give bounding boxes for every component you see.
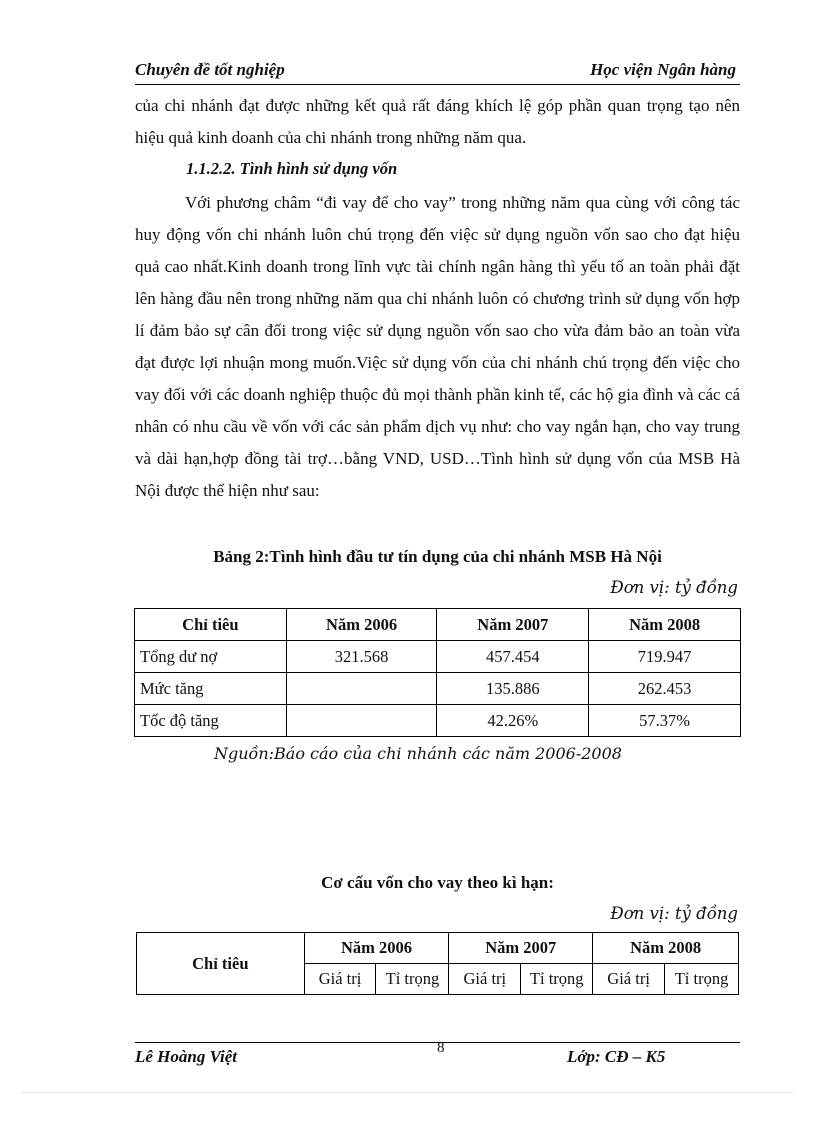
table2-year-header: Năm 2006 — [304, 933, 449, 964]
loan-term-structure-table — [136, 932, 739, 995]
table1-unit: Đơn vị: tỷ đồng — [610, 578, 738, 597]
intro-paragraph — [135, 90, 740, 154]
table-cell: 262.453 — [589, 673, 741, 705]
table2-subheader-cell: Giá trị — [449, 964, 521, 995]
page-edge-divider — [22, 1092, 794, 1093]
table2-title: Cơ cấu vốn cho vay theo kì hạn: — [321, 873, 554, 892]
table-cell: 321.568 — [286, 641, 437, 673]
table-cell: 719.947 — [589, 641, 741, 673]
table2-year-header: Năm 2007 — [449, 933, 593, 964]
table-row — [135, 641, 741, 673]
table2-subheader-cell: Tỉ trọng — [665, 964, 739, 995]
table2-subheader-cell: Giá trị — [593, 964, 665, 995]
table-row — [135, 673, 741, 705]
intro-text: của chi nhánh đạt được những kết quả rất đáng khích lệ góp phần quan trọng tạo nên hiệu quả kinh doanh của chi nhánh trong những năm qua. — [135, 96, 740, 147]
table-cell: 42.26% — [437, 705, 589, 737]
table2-subheader-cell: Tỉ trọng — [376, 964, 449, 995]
header-right: Học viện Ngân hàng — [590, 60, 736, 79]
table1-header-cell: Năm 2006 — [286, 609, 437, 641]
table2-year-header: Năm 2008 — [593, 933, 739, 964]
main-paragraph — [135, 187, 740, 507]
table2-unit: Đơn vị: tỷ đồng — [610, 904, 738, 923]
section-heading: 1.1.2.2. Tình hình sử dụng vốn — [186, 159, 398, 178]
table1-header-cell: Chỉ tiêu — [135, 609, 287, 641]
table-cell: Tốc độ tăng — [135, 705, 287, 737]
table-cell: 457.454 — [437, 641, 589, 673]
table1-title: Bảng 2:Tình hình đầu tư tín dụng của chi nhánh MSB Hà Nội — [213, 547, 662, 566]
table-cell: 135.886 — [437, 673, 589, 705]
table1-source: Nguồn:Báo cáo của chi nhánh các năm 2006-2008 — [214, 744, 622, 763]
table-cell — [286, 673, 437, 705]
credit-investment-table — [134, 608, 741, 737]
footer-class: Lớp: CĐ – K5 — [567, 1047, 666, 1066]
table1-header-cell: Năm 2007 — [437, 609, 589, 641]
main-paragraph-text: Với phương châm “đi vay để cho vay” trong những năm qua cùng với công tác huy động vốn chi nhánh luôn chú trọng đến việc sử dụng nguồn vốn sao cho đạt hiệu quả cao nhất.Kinh doanh trong lĩnh vực tài chính ngân hàng thì yếu tố an toàn phải đặt lên hàng đầu nên trong những năm qua chi nhánh luôn có chương trình sử dụng vốn hợp lí đảm bảo sự cân đối trong việc sử dụng nguồn vốn sao cho vừa đảm bảo an toàn vừa đạt được lợi nhuận mong muốn.Việc sử dụng vốn của chi nhánh chú trọng đến việc cho vay đối với các doanh nghiệp thuộc đủ mọi thành phần kinh tế, các hộ gia đình và các cá nhân có nhu cầu về vốn với các sản phẩm dịch vụ như: cho vay ngắn hạn, cho vay trung và dài hạn,hợp đồng tài trợ…bằng VND, USD…Tình hình sử dụng vốn của MSB Hà Nội được thể hiện như sau: — [135, 193, 740, 500]
table2-header-row — [137, 933, 739, 964]
header-left: Chuyên đề tốt nghiệp — [135, 60, 285, 79]
table1-header-row — [135, 609, 741, 641]
table-cell: Mức tăng — [135, 673, 287, 705]
table2-subheader-cell: Tỉ trọng — [521, 964, 593, 995]
footer-author: Lê Hoàng Việt — [135, 1047, 237, 1066]
table-cell — [286, 705, 437, 737]
table-cell: 57.37% — [589, 705, 741, 737]
table2-subheader-cell: Giá trị — [304, 964, 376, 995]
table2-label-header: Chỉ tiêu — [137, 933, 305, 995]
page-number: 8 — [437, 1040, 445, 1056]
header-rule — [135, 84, 740, 85]
table-cell: Tổng dư nợ — [135, 641, 287, 673]
table1-header-cell: Năm 2008 — [589, 609, 741, 641]
table-row — [135, 705, 741, 737]
